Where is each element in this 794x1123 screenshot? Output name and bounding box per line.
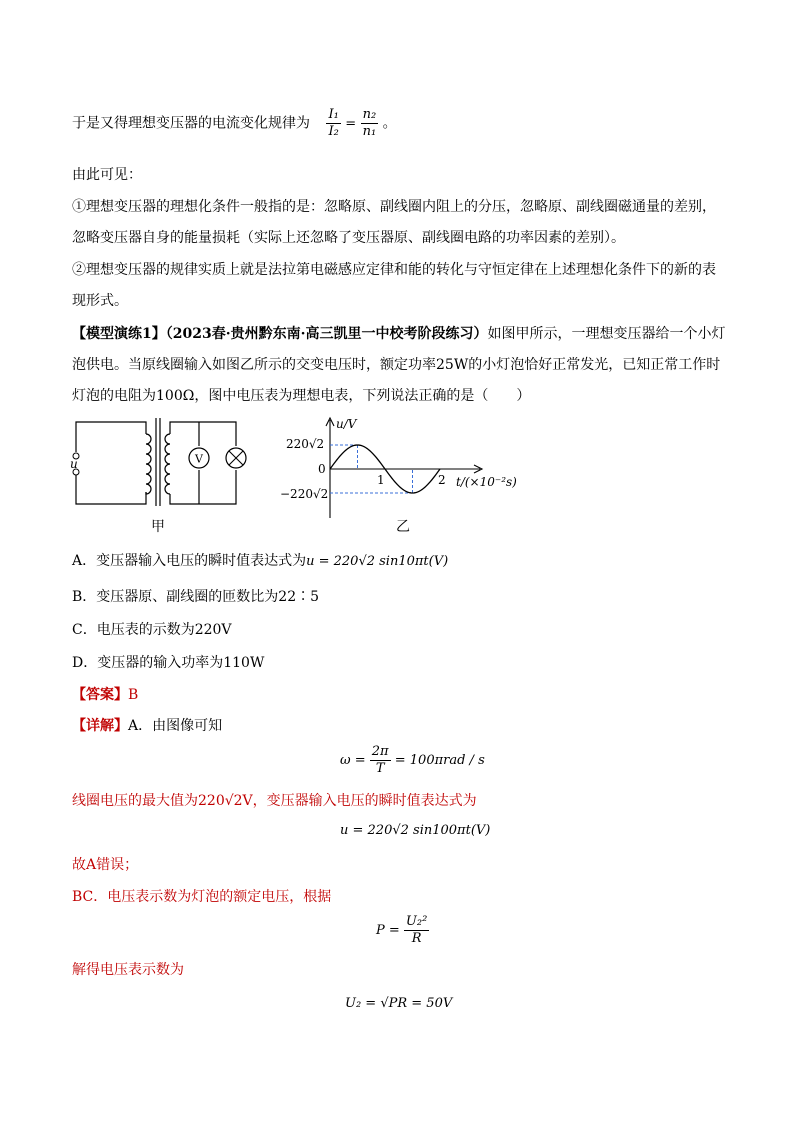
problem-line-c: 灯泡的电阻为100Ω，图中电压表为理想电表，下列说法正确的是（ ）	[72, 388, 531, 404]
current-ratio-rhs	[361, 107, 379, 140]
ratio-equals: =	[345, 116, 357, 132]
option-a	[72, 551, 448, 572]
intro-text: 于是又得理想变压器的电流变化规律为	[72, 115, 310, 132]
y-zero-label: 0	[318, 462, 326, 476]
figure-right-caption: 乙	[396, 519, 410, 535]
voltage-chart	[270, 414, 530, 539]
solution-line-3: 故A错误；	[72, 857, 139, 873]
answer-tag: 【答案】	[72, 687, 128, 703]
x-axis-label: t/(×10⁻²s)	[456, 475, 517, 489]
answer-value: B	[128, 687, 139, 703]
solution-line-4: BC．电压表示数为灯泡的额定电压，根据	[72, 889, 332, 905]
intro-line-2: 由此可见：	[72, 167, 142, 183]
option-c: C．电压表的示数为220V	[72, 622, 232, 638]
figure-left-caption: 甲	[151, 519, 165, 535]
eq3-den: R	[411, 931, 422, 946]
ratio-n2: n₂	[362, 107, 377, 122]
eq3-lhs: P =	[376, 923, 400, 938]
lamp-icon	[226, 448, 246, 468]
eq3-num: U₂²	[405, 914, 428, 929]
option-b: B．变压器原、副线圈的匝数比为22∶5	[72, 589, 320, 605]
eq1-num: 2π	[371, 744, 389, 759]
equation-u: u = 220√2 sin100πt(V)	[340, 823, 491, 838]
eq1-rhs: = 100πrad / s	[394, 753, 485, 768]
eq1-den: T	[375, 761, 385, 776]
eq3-fraction	[404, 914, 429, 947]
problem-line-b: 泡供电。当原线圈输入如图乙所示的交变电压时，额定功率25W的小灯泡恰好正常发光，已知正常工作时	[72, 357, 721, 373]
option-a-formula: u = 220√2 sin10πt(V)	[306, 554, 449, 569]
y-max-label: 220√2	[286, 437, 325, 451]
eq1-fraction	[370, 744, 391, 777]
intro-line-1	[72, 107, 397, 140]
option-a-text: A．变压器输入电压的瞬时值表达式为	[72, 553, 307, 569]
y-axis-label: u/V	[336, 417, 357, 431]
intro-end: 。	[382, 115, 397, 132]
ratio-n1: n₁	[362, 124, 377, 139]
option-d: D．变压器的输入功率为110W	[72, 655, 265, 671]
y-min-label: −220√2	[280, 487, 329, 501]
solution-line-5: 解得电压表示数为	[72, 962, 184, 978]
solution-intro-text: A．由图像可知	[128, 718, 223, 734]
input-label: u	[70, 457, 78, 471]
ratio-i1: I₁	[328, 107, 339, 122]
equation-omega	[340, 744, 485, 777]
circuit-diagram	[66, 414, 256, 539]
solution-tag: 【详解】	[72, 718, 128, 734]
eq1-lhs: ω =	[340, 753, 366, 768]
equation-power	[376, 914, 429, 947]
x-tick-2: 2	[438, 473, 446, 487]
solution-intro	[72, 716, 222, 736]
point-1-line-a: ①理想变压器的理想化条件一般指的是：忽略原、副线圈内阻上的分压，忽略原、副线圈磁通量的差别，	[72, 199, 716, 215]
point-2-line-a: ②理想变压器的规律实质上就是法拉第电磁感应定律和能的转化与守恒定律在上述理想化条件下的新的表	[72, 262, 716, 278]
equation-u2: U₂ = √PR = 50V	[345, 996, 453, 1011]
point-2-line-b: 现形式。	[72, 293, 128, 309]
voltmeter-label: V	[195, 452, 203, 466]
x-tick-1: 1	[377, 473, 385, 487]
answer-line	[72, 685, 138, 705]
solution-line-2: 线圈电压的最大值为220√2V，变压器输入电压的瞬时值表达式为	[72, 793, 477, 809]
problem-source: （2023春·贵州黔东南·高三凯里一中校考阶段练习）	[165, 326, 488, 342]
problem-tag: 【模型演练1】	[72, 326, 166, 342]
problem-line-a	[72, 324, 725, 344]
current-ratio-lhs	[326, 107, 340, 140]
point-1-line-b: 忽略变压器自身的能量损耗（实际上还忽略了变压器原、副线圈电路的功率因素的差别）。	[72, 230, 625, 246]
problem-stem-a: 如图甲所示，一理想变压器给一个小灯	[487, 326, 726, 342]
ratio-i2: I₂	[328, 124, 339, 139]
